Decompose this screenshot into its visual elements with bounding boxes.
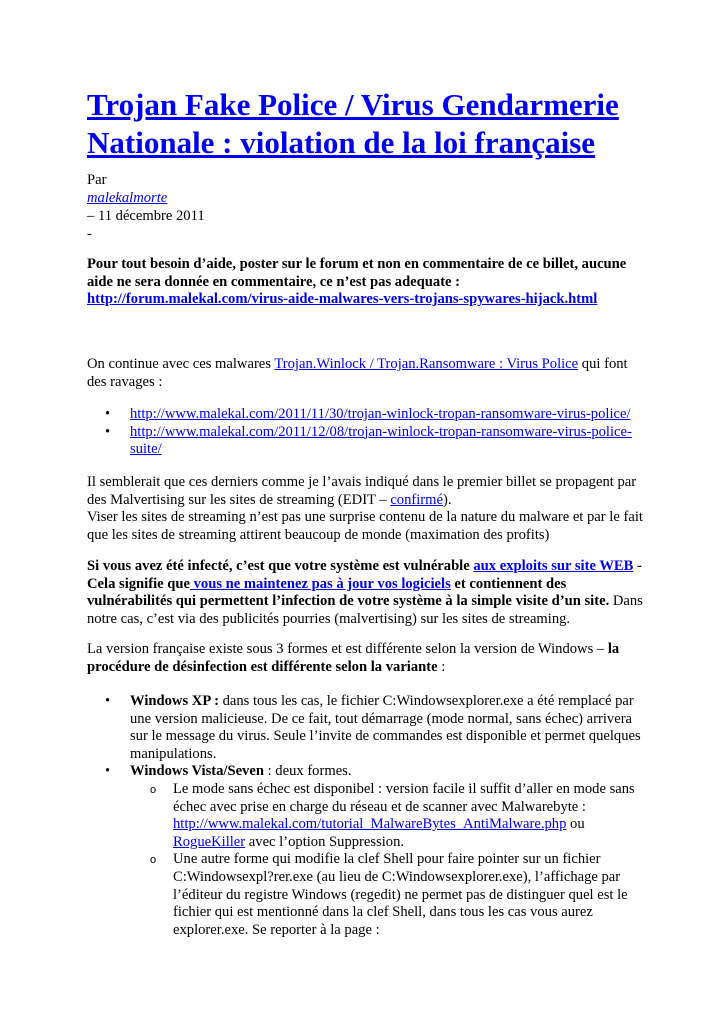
intro-links-list <box>87 406 647 459</box>
winlock-article-link[interactable]: Trojan.Winlock / Trojan.Ransomware : Virus Police <box>274 356 579 372</box>
sublist-item-shell-key: o Une autre forme qui modifie la clef Shell pour faire pointer sur un fichier C:Windowsexpl?rer.exe (au lieu de C:Windowsexplorer.exe), l’affichage par l’éditeur du registre Windows (regedit) ne permet pas de distinguer quel est le fichier qui est mentionné dans la clef Shell, dans tous les cas vous aurez explorer.exe. Se reporter à la page : <box>130 851 647 939</box>
forum-link[interactable]: http://forum.malekal.com/virus-aide-malwares-vers-trojans-spywares-hijack.html <box>87 291 598 308</box>
meta-dash: - <box>87 226 92 242</box>
help-notice <box>87 256 647 309</box>
malwarebytes-tutorial-link[interactable]: http://www.malekal.com/tutorial_MalwareBytes_AntiMalware.php <box>173 816 567 833</box>
vista-sublist <box>130 781 647 939</box>
by-label: Par <box>87 172 107 188</box>
infection-paragraph: Si vous avez été infecté, c’est que votre système est vulnérable aux exploits sur site WEB - Cela signifie que vous ne maintenez pas à jour vos logiciels et contiennent des vulnérabilités qui permettent l’infection de votre système à la simple visite d’un site. Dans notre cas, c’est via des publicités pourries (malvertising) sur les sites de streaming. <box>87 558 643 627</box>
page-title <box>87 86 647 162</box>
post-date: – 11 décembre 2011 <box>87 208 205 224</box>
article-link-2[interactable]: http://www.malekal.com/2011/12/08/trojan-winlock-tropan-ransomware-virus-police-suite/ <box>130 423 632 458</box>
windows-versions-list <box>87 693 647 939</box>
post-meta <box>87 171 205 243</box>
web-exploits-link[interactable]: aux exploits sur site WEB <box>473 558 634 574</box>
sublist-item-safe-mode: o Le mode sans échec est disponibel : version facile il suffit d’aller en mode sans échec avec prise en charge du réseau et de scanner avec Malwarebyte : http://www.malekal.com/tutorial_MalwareBytes_AntiMalware.php ou RogueKiller avec l’option Suppression. <box>130 781 647 851</box>
malvertising-paragraph: Il semblerait que ces derniers comme je l’avais indiqué dans le premier billet se propagent par des Malvertising sur les sites de streaming (EDIT – confirmé). Viser les sites de streaming n’est pas une surprise contenu de la nature du malware et par le fait que les sites de streaming attirent beaucoup de monde (maximation des profits) <box>87 474 643 543</box>
roguekiller-link[interactable]: RogueKiller <box>173 833 246 850</box>
article-link-1[interactable]: http://www.malekal.com/2011/11/30/trojan-winlock-tropan-ransomware-virus-police/ <box>130 406 631 422</box>
update-software-link[interactable]: vous ne maintenez pas à jour vos logiciels <box>189 575 451 592</box>
list-item-windows-xp: • Windows XP : dans tous les cas, le fichier C:Windowsexplorer.exe a été remplacé par une version malicieuse. De ce fait, tout démarrage (mode normal, sans échec) arrivera sur le message du virus. Seule l’invite de commandes est disponible et permet quelques manipulations. <box>87 693 647 763</box>
author-link[interactable]: malekalmorte <box>87 190 168 206</box>
help-notice-text: Pour tout besoin d’aide, poster sur le forum et non en commentaire de ce billet, aucune aide ne sera donnée en commentaire, ce n’est pas adequate : <box>87 256 627 290</box>
title-link[interactable]: Trojan Fake Police / Virus Gendarmerie Nationale : violation de la loi française <box>87 87 619 160</box>
list-item <box>87 406 647 424</box>
confirmed-link[interactable]: confirmé <box>390 491 443 508</box>
list-item-windows-vista-seven: • Windows Vista/Seven : deux formes. o Le mode sans échec est disponibel : version facile il suffit d’aller en mode sans échec avec prise en charge du réseau et de scanner avec Malwarebyte : http://www.malekal.com/tutorial_MalwareBytes_AntiMalware.php ou RogueKiller avec l’option Suppression. o Une autre forme qui modifie la clef Shell pour faire pointer sur un fichier C:Windowsexpl?rer.exe (au lieu de C:Windowsexplorer.exe), l’affichage par l’éditeur du registre Windows (regedit) ne permet pas de distinguer quel est le fichier qui est mentionné dans la clef Shell, dans tous les cas vous aurez explorer.exe. Se reporter à la page : <box>87 763 647 939</box>
list-item <box>87 424 647 459</box>
version-paragraph: La version française existe sous 3 formes et est différente selon la version de Windows – la procédure de désinfection est différente selon la variante : <box>87 641 620 675</box>
intro-paragraph: On continue avec ces malwares Trojan.Winlock / Trojan.Ransomware : Virus Police qui font des ravages : <box>87 356 628 390</box>
